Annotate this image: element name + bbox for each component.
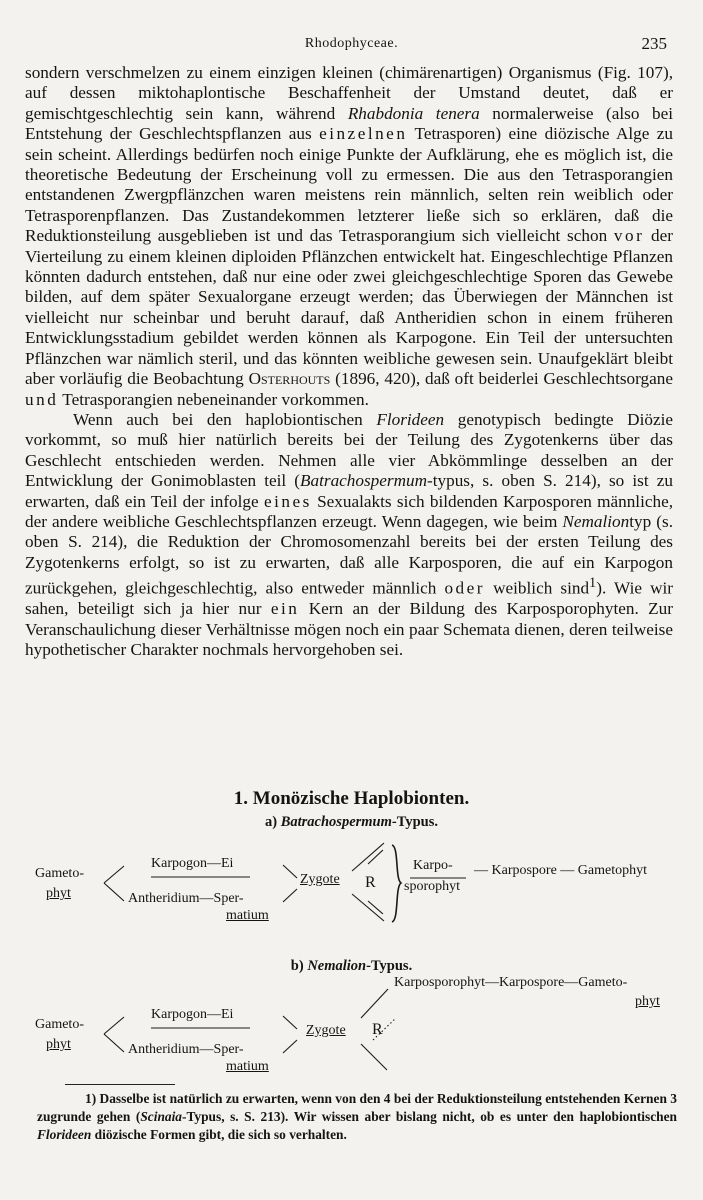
scheme-b-gametophyt-top: Gameto-	[35, 1017, 84, 1032]
text-run: normalerweise (also bei Entstehung der Geschlechtspflanzen aus	[25, 103, 674, 144]
scheme-a-karpogon-ei: Karpogon—Ei	[151, 856, 234, 871]
scheme-a-merge-up	[283, 865, 297, 878]
author-name: Osterhouts	[248, 369, 331, 389]
scheme-a-chain: — Karpospore — Gametophyt	[474, 863, 648, 878]
scheme-a-gametophyt-top: Gameto-	[35, 866, 84, 881]
page-number: 235	[641, 34, 667, 53]
scheme-a-merge-down	[283, 889, 297, 902]
species-name: Rhabdonia tenera	[347, 103, 480, 123]
taxon-name: Nemalion	[562, 511, 630, 531]
scheme-a-antheridium: Antheridium—Sper-	[128, 891, 244, 906]
taxon-name: Florideen	[376, 409, 445, 429]
scheme-b-spermatium: matium	[226, 1059, 269, 1074]
text-run: Kern an der Bildung des Karposporophyten. Zur Veranschaulichung dieser Verhältnisse mögen noch ein paar Schemata dienen, deren teilweise hypothetischer Charakter nochmals hervorgehoben sei.	[25, 599, 673, 660]
subheading-suffix: -Typus.	[391, 814, 438, 830]
taxon-name: Florideen	[37, 1127, 92, 1142]
text-run: typ (s. oben S. 214), die Reduktion der Chromosomenzahl bereits bei der ersten Teilung des Zygotenkerns erfolgt, so ist zu erwarten, daß alle Karposporen, die auf ein Karpogon zurückgehen, gleichgeschlechtig, also entweder männlich	[25, 511, 673, 598]
scheme-b-chain-top: Karposporophyt—Karpospore—Gameto-	[394, 975, 628, 990]
text-run: Sexualakts sich bildenden Karposporen männliche, der andere weibliche Geschlechtspflanzen erzeugt. Wenn dagegen, wie beim	[25, 491, 673, 531]
running-head: Rhodophyceae.	[304, 36, 399, 51]
scheme-a-zygote: Zygote	[300, 872, 340, 887]
text-run: weiblich sind	[485, 578, 590, 598]
text-run: -typus, s. oben S. 214), so ist zu erwarten, daß ein Teil der infolge	[25, 471, 674, 511]
scheme-a-spermatium: matium	[226, 908, 269, 923]
scheme-b-zygote: Zygote	[306, 1023, 346, 1038]
text-run: ). Wie wir sahen, beteiligt sich ja hier nur	[25, 578, 673, 619]
text-run: (1896, 420), daß oft beiderlei Geschlechtsorgane	[330, 369, 673, 389]
taxon-name: Batrachospermum	[300, 471, 428, 491]
scheme-a-branch-down	[104, 883, 124, 901]
subheading-nemalion	[0, 958, 703, 975]
spaced-emphasis: vor	[613, 226, 645, 246]
subheading-taxon: Nemalion	[307, 958, 367, 974]
scheme-a-reduction: R	[365, 874, 376, 891]
scheme-b-reduction: R	[372, 1021, 383, 1038]
spaced-emphasis: einzelnen	[319, 124, 408, 144]
text-run: sondern verschmelzen zu einem einzigen kleinen (chimärenartigen) Organismus (Fig. 107), auf dessen miktohaplontische Beschaffenheit der Umstand deutet, daß er gemischtgeschlechtig sein kann, während	[25, 63, 673, 123]
scheme-a-brace	[392, 845, 401, 922]
scheme-b-branch-down	[104, 1034, 124, 1052]
scheme-b-karpogon-ei: Karpogon—Ei	[151, 1007, 234, 1022]
footnote	[37, 1090, 677, 1144]
scheme-b-merge-down	[283, 1040, 297, 1053]
subheading-prefix: b)	[290, 958, 308, 974]
text-run: genotypisch bedingte Diözie vorkommt, so muß hier natürlich bereits bei der Teilung des Zygotenkerns über das Geschlecht entschieden werden. Nehmen alle vier Abkömmlinge desselben an der Entwicklung der Gonimoblasten teil (	[25, 409, 673, 491]
scheme-a-karposporophyt-top: Karpo-	[413, 858, 453, 873]
scheme-a-branch-up	[104, 866, 124, 883]
subheading-suffix: -Typus.	[366, 958, 413, 974]
scheme-a-karposporophyt-bottom: sporophyt	[404, 879, 460, 894]
subheading-prefix: a)	[265, 814, 281, 830]
scheme-b-branch-up	[104, 1017, 124, 1034]
subheading-taxon: Batrachospermum	[280, 814, 392, 830]
text-run: 1) Dasselbe ist natürlich zu erwarten, wenn von den 4 bei der Reduktionsteilung entstehenden Kernen 3 zugrunde gehen (	[37, 1091, 677, 1124]
text-run: diözische Formen gibt, die sich so verhalten.	[91, 1127, 347, 1142]
text-run: Tetrasporen) eine diözische Alge zu sein scheint. Allerdings bedürfen noch einige Punkte der Aufklärung, ehe es möglich ist, die theoretische Bedeutung der Erscheinung voll zu ermessen. Die aus den Tetrasporangien entstandenen Zwergpflänzchen waren meistens rein männlich, selten rein weiblich oder Tetrasporenpflanzen. Das Zustandekommen letzterer ließe sich so erklären, daß die Reduktionsteilung ausgeblieben ist und das Tetrasporangium sich vielleicht schon	[25, 124, 673, 246]
scheme-b-merge-up	[283, 1016, 297, 1029]
footnote-marker: 1	[589, 575, 597, 592]
taxon-name: Scinaia	[140, 1109, 182, 1124]
footnote-rule	[65, 1084, 175, 1085]
spaced-emphasis: oder	[444, 578, 485, 598]
spaced-emphasis: eines	[263, 491, 312, 511]
scheme-a-gametophyt-bottom: phyt	[46, 886, 71, 901]
text-run: -Typus, s. S. 213). Wir wissen aber bislang nicht, ob es unter den haplobiontischen	[182, 1109, 677, 1124]
text-run: Wenn auch bei den haplobiontischen	[73, 409, 377, 429]
text-run: Tetrasporangien nebeneinander vorkommen.	[58, 389, 369, 409]
spaced-emphasis: ein	[270, 599, 300, 619]
text-run: der Vierteilung zu einem kleinen diploiden Pflänzchen entwickelt hat. Eingeschlechtige Pflanzen könnten dadurch entstehen, daß nur eine oder zwei gleichgeschlechtige Sporen das Gewebe bilden, auf dem später Sexualorgane erzeugt werden; das Überwiegen der Männchen ist vielleicht nur scheinbar und beruht darauf, daß Antheridien schon in einem früheren Entwicklungsstadium gebildet werden können als Karpogone. Ein Teil der untersuchten Pflänzchen war nämlich steril, und das könnten weibliche gewesen sein. Unaufgeklärt bleibt aber vorläufig die Beobachtung	[25, 226, 673, 389]
scheme-b-gametophyt-bottom: phyt	[46, 1037, 71, 1052]
scheme-b-up-line	[361, 989, 388, 1018]
scheme-b-down-line	[361, 1044, 387, 1070]
section-heading: 1. Monözische Haplobionten.	[233, 788, 470, 809]
scheme-b-chain-bottom: phyt	[635, 994, 660, 1009]
footnote-text	[37, 1090, 677, 1144]
spaced-emphasis: und	[25, 389, 59, 409]
scheme-b-antheridium: Antheridium—Sper-	[128, 1042, 244, 1057]
